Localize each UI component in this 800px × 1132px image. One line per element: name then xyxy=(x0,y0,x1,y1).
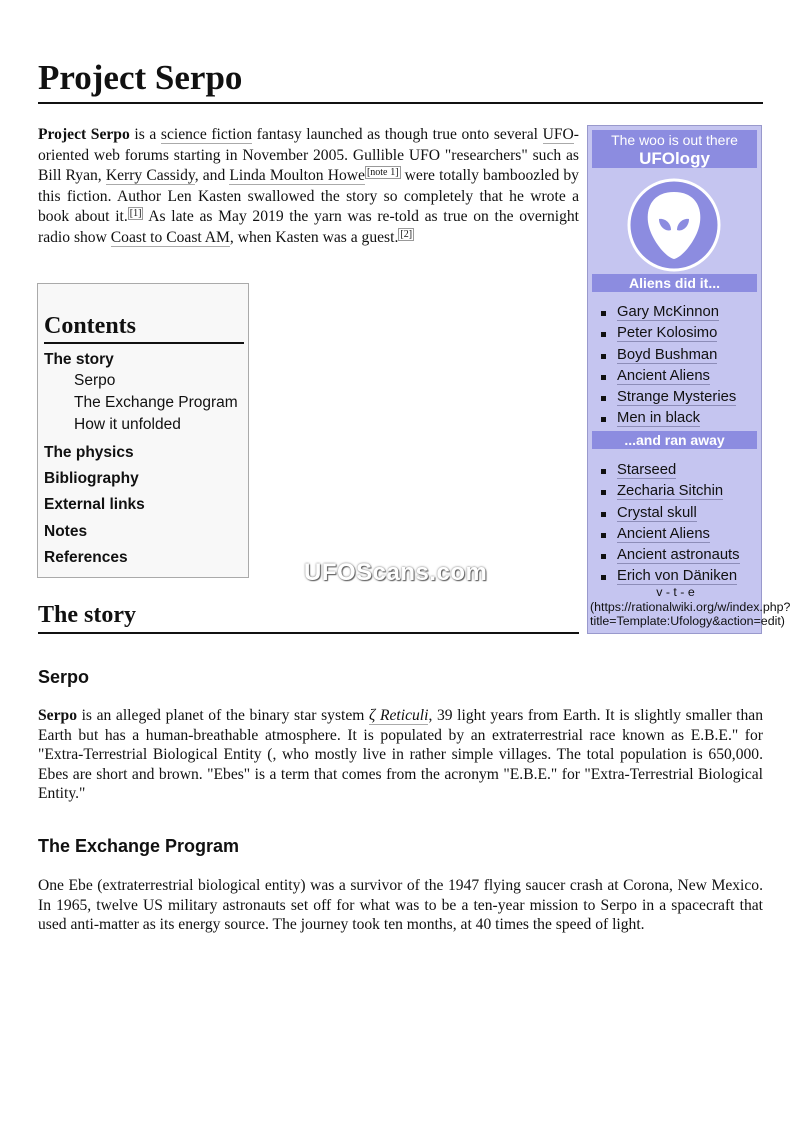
toc-item-how-it-unfolded[interactable]: How it unfolded xyxy=(74,416,181,433)
navbox-item-ancient-astronauts[interactable]: Ancient astronauts xyxy=(588,545,763,566)
subsection-heading-serpo: Serpo xyxy=(38,667,90,687)
link-zeta-reticuli[interactable]: ζ Reticuli xyxy=(369,707,429,724)
toc-item-notes[interactable]: Notes xyxy=(44,523,88,540)
navbox-item-ancient-aliens[interactable]: Ancient Aliens xyxy=(588,366,763,387)
navbox-item-boyd-bushman[interactable]: Boyd Bushman xyxy=(588,345,763,366)
table-of-contents xyxy=(37,283,249,578)
navbox-list-1 xyxy=(588,302,763,430)
section-heading-the-story: The story xyxy=(38,599,579,634)
navbox-item-zecharia-sitchin[interactable]: Zecharia Sitchin xyxy=(588,481,763,502)
subsection-heading-exchange-program: The Exchange Program xyxy=(38,836,240,856)
page-title: Project Serpo xyxy=(38,56,763,104)
navbox-item-peter-kolosimo[interactable]: Peter Kolosimo xyxy=(588,323,763,344)
lead-bold-title: Project Serpo xyxy=(38,126,130,143)
navbox-item-erich-von-daniken[interactable]: Erich von Däniken xyxy=(588,566,763,587)
serpo-bold-term: Serpo xyxy=(38,707,77,724)
link-researchers[interactable]: "researchers" xyxy=(444,146,528,164)
exchange-program-paragraph: One Ebe (extraterrestrial biological entity) was a survivor of the 1947 flying saucer crash at Corona, New Mexico. In 1965, twelve US military astronauts set off for what was to be a ten-year mission to Serpo in a spacecraft that used anti-matter as its energy source. The journey took ten months, at 40 times the speed of light. xyxy=(38,877,763,933)
ufology-navbox xyxy=(587,125,791,634)
navbox-item-gary-mckinnon[interactable]: Gary McKinnon xyxy=(588,302,763,323)
navbox-header xyxy=(592,130,757,168)
navbox-list-2 xyxy=(588,460,763,588)
navbox-tagline: The woo is out there xyxy=(611,132,738,148)
navbox-item-men-in-black[interactable]: Men in black xyxy=(588,408,763,429)
navbox-item-ancient-aliens-2[interactable]: Ancient Aliens xyxy=(588,524,763,545)
link-ufo[interactable]: UFO xyxy=(542,126,574,143)
navbox-title[interactable]: UFOlogy xyxy=(639,149,710,168)
toc-item-exchange-program[interactable]: The Exchange Program xyxy=(74,394,238,411)
navbox-item-starseed[interactable]: Starseed xyxy=(588,460,763,481)
toc-item-external-links[interactable]: External links xyxy=(44,496,145,513)
serpo-paragraph: Serpo is an alleged planet of the binary star system ζ Reticuli, 39 light years from Earth. It is slightly smaller than Earth but has a human-breathable atmosphere. It is populated by an extraterrestrial race known as E.B.E." for "Extra-Terrestrial Biological Entity (, who mostly live in rather simple villages. The total population is 650,000. Ebes are short and brown. "Ebes" is a term that comes from the acronym "E.B.E." for "Extra-Terrestrial Biological Entity." xyxy=(38,707,763,802)
navbox-vte-links[interactable]: v - t - e (https://rationalwiki.org/w/index.php?title=Template:Ufology&action=edit) xyxy=(590,585,791,628)
ref-1[interactable]: [1] xyxy=(129,208,142,220)
navbox-item-strange-mysteries[interactable]: Strange Mysteries xyxy=(588,387,763,408)
lead-paragraph: Project Serpo is a science fiction fantasy launched as though true onto several UFO-oriented web forums starting in November 2005. Gullible UFO "researchers" such as Bill Ryan, Kerry Cassidy, and Linda Moulton Howe [note 1] were totally bamboozled by this fiction. Author Len Kasten swallowed the story so completely that he wrote a book about it. [1] As late as May 2019 the yarn was re-told as true on the overnight radio show Coast to Coast AM, when Kasten was a guest. [2] xyxy=(38,126,580,246)
link-coast-to-coast[interactable]: Coast to Coast AM xyxy=(110,228,230,246)
alien-head-icon xyxy=(627,178,721,272)
link-kerry-cassidy[interactable]: Kerry Cassidy xyxy=(105,167,195,185)
navbox-section-and-ran-away: ...and ran away xyxy=(592,431,757,449)
watermark: UFOScans.com xyxy=(304,559,488,586)
navbox-section-aliens-did-it: Aliens did it... xyxy=(592,274,757,292)
link-linda-moulton-howe[interactable]: Linda Moulton Howe xyxy=(229,167,365,185)
ref-2[interactable]: [2] xyxy=(400,228,413,240)
toc-item-bibliography[interactable]: Bibliography xyxy=(44,470,139,487)
toc-item-references[interactable]: References xyxy=(44,549,128,566)
toc-title: Contents xyxy=(44,311,244,344)
note-1-ref[interactable]: [note 1] xyxy=(366,167,399,179)
toc-item-the-physics[interactable]: The physics xyxy=(44,444,134,461)
toc-item-the-story[interactable]: The story xyxy=(44,351,114,368)
navbox-item-crystal-skull[interactable]: Crystal skull xyxy=(588,503,763,524)
toc-item-serpo[interactable]: Serpo xyxy=(74,372,116,389)
link-science-fiction[interactable]: science fiction xyxy=(160,126,253,143)
